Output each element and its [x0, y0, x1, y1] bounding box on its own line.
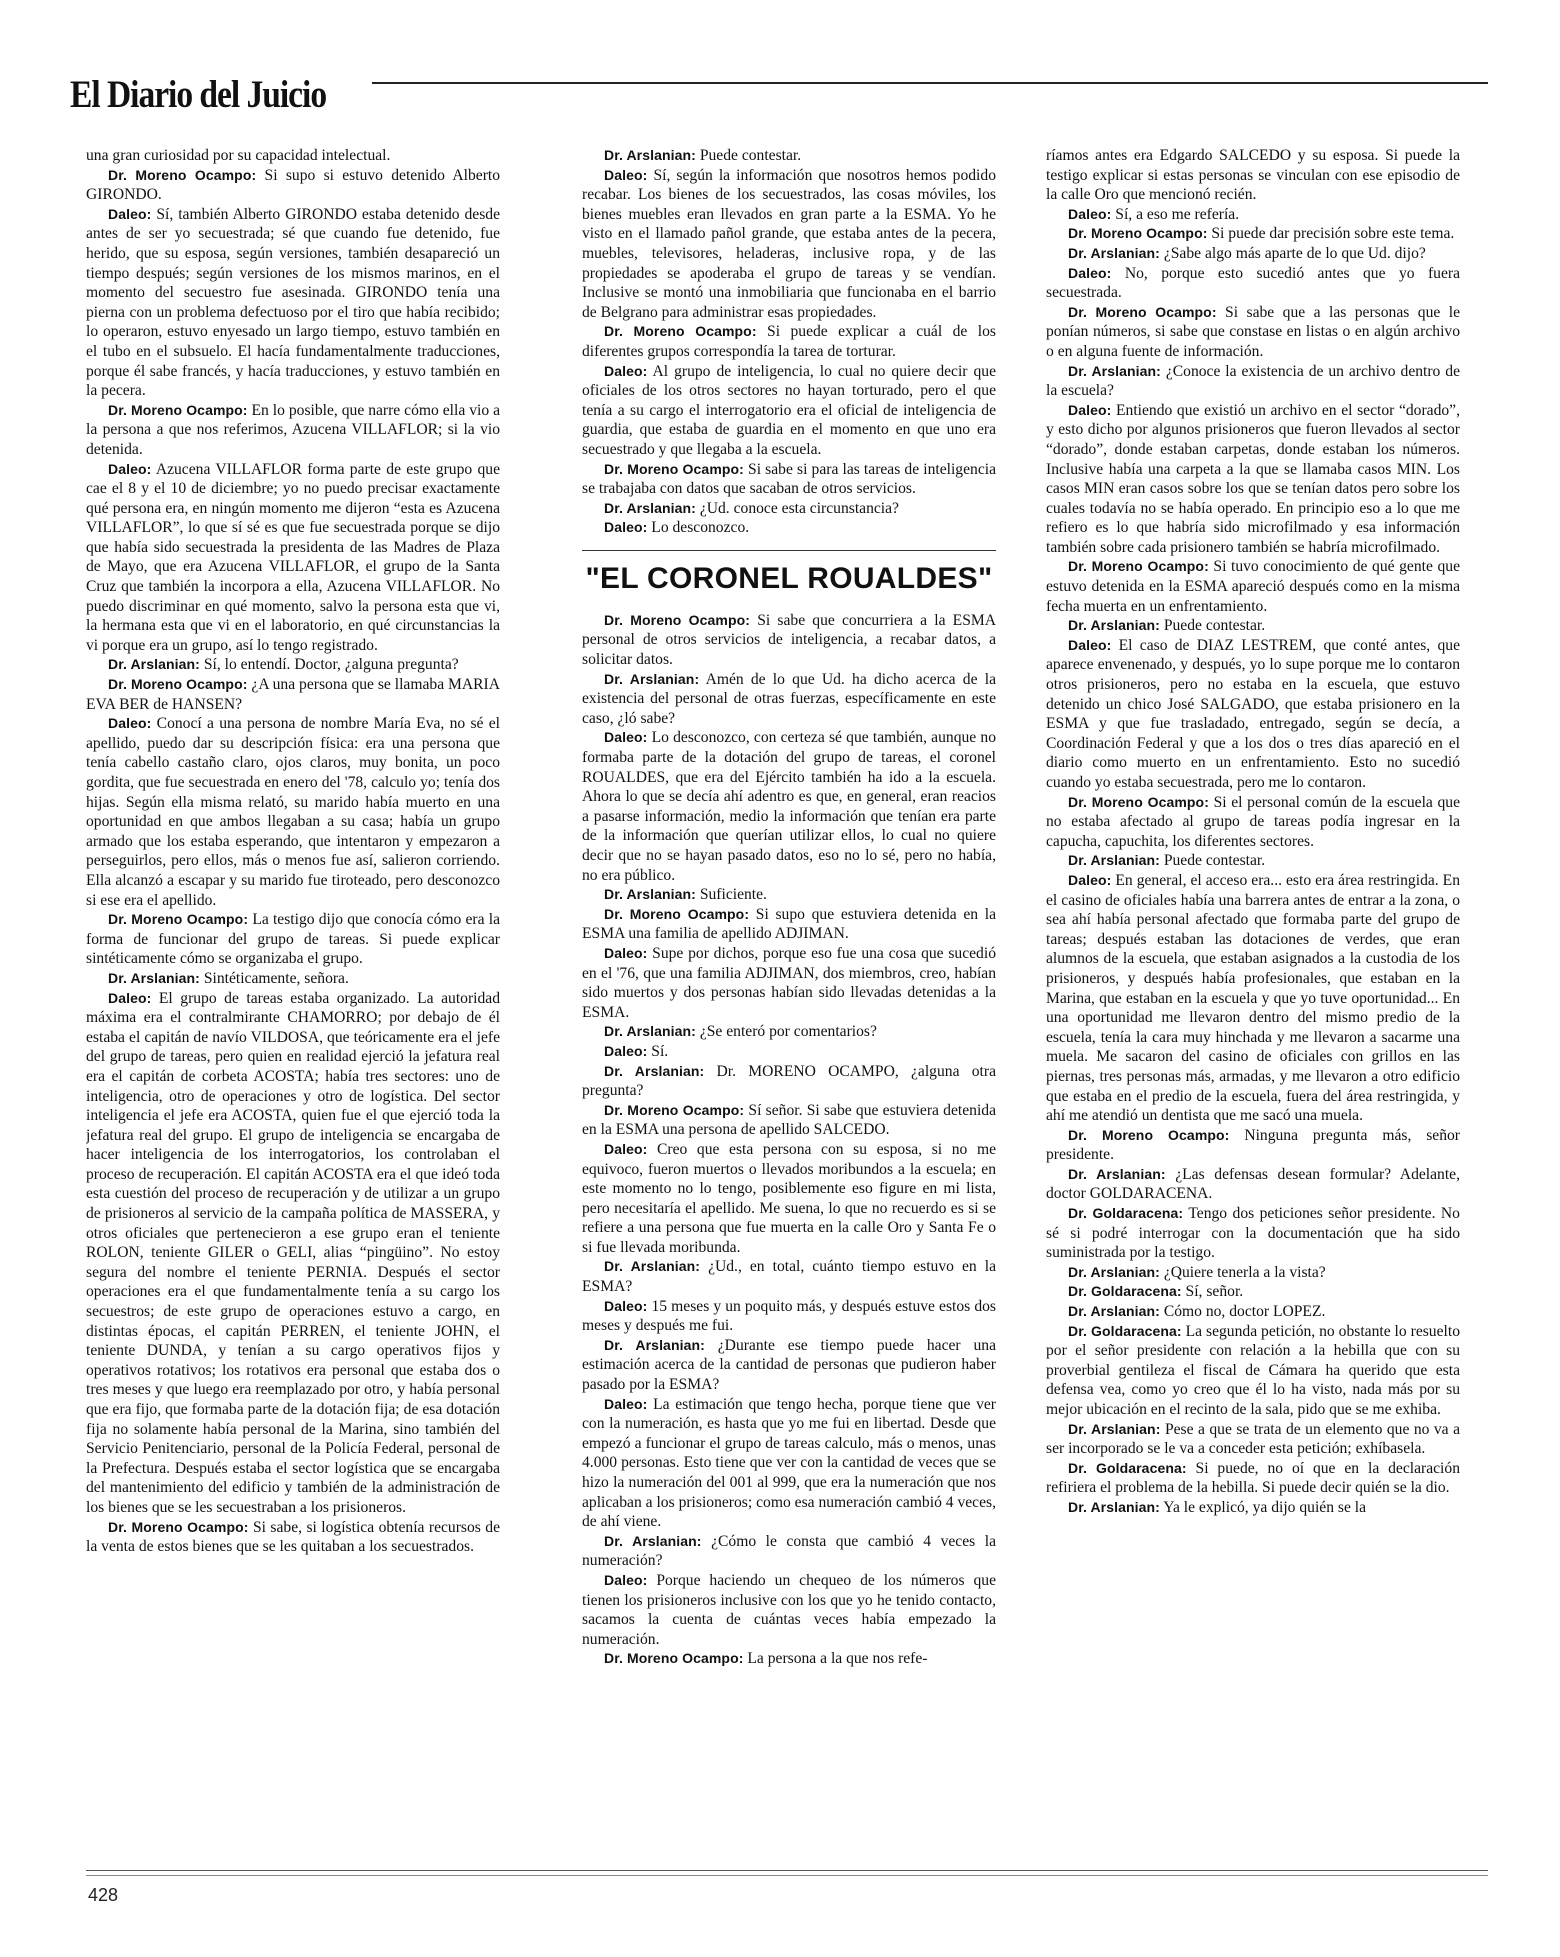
- transcript-paragraph: [86, 1518, 500, 1557]
- speaker-label: Dr. Arslanian:: [604, 1336, 705, 1353]
- transcript-paragraph: [1046, 1322, 1460, 1420]
- paragraph-text: Si el personal común de la escuela que no estaba afectado al grupo de tareas podía ingresar en la capucha, capuchita, los diferentes sectores.: [1046, 793, 1460, 850]
- transcript-paragraph: [1046, 303, 1460, 362]
- transcript-paragraph: [582, 905, 996, 944]
- transcript-paragraph: [1046, 557, 1460, 616]
- transcript-paragraph: [1046, 1126, 1460, 1165]
- paragraph-text: ¿Se enteró por comentarios?: [695, 1023, 877, 1041]
- paragraph-text: Sí, también Alberto GIRONDO estaba detenido desde antes de ser yo secuestrada; sé que cuando fue detenido, fue herido, que su esposa, según versiones, también desapareció un tiempo después; según versiones de los mismos marinos, en el momento del secuestro fue asesinada. GIRONDO tenía una pierna con un problema defectuoso por el tiro que había recibido; lo operaron, estuvo enyesado un largo tiempo, estuvo también en el tubo en el subsuelo. El hacía fundamentalmente traducciones, porque él sabe francés, y hacía traducciones, y estuvo también en la pecera.: [86, 205, 500, 400]
- speaker-label: Dr. Arslanian:: [108, 656, 200, 673]
- speaker-label: Dr. Moreno Ocampo:: [604, 460, 744, 477]
- transcript-paragraph: [582, 460, 996, 499]
- paragraph-text: Sí, lo entendí. Doctor, ¿alguna pregunta?: [199, 656, 459, 674]
- transcript-paragraph: [1046, 616, 1460, 636]
- speaker-label: Dr. Moreno Ocampo:: [604, 323, 757, 340]
- transcript-paragraph: [1046, 851, 1460, 871]
- speaker-label: Daleo:: [604, 944, 648, 961]
- page-number: 428: [88, 1885, 119, 1905]
- speaker-label: Dr. Moreno Ocampo:: [1068, 303, 1217, 320]
- transcript-paragraph: [86, 655, 500, 675]
- transcript-paragraph: [1046, 1302, 1460, 1322]
- paragraph-text: Sí.: [647, 1042, 669, 1060]
- speaker-label: Dr. Moreno Ocampo:: [108, 1518, 249, 1535]
- speaker-label: Daleo:: [604, 1140, 648, 1157]
- speaker-label: Daleo:: [1068, 401, 1112, 418]
- paragraph-text: Creo que esta persona con su esposa, si no me equivoco, fueron muertos o llevados moribundos a la escuela; en este momento no lo tengo, posiblemente eso figure en mi lista, pero necesitaría el apellido. Me suena, lo que no recuerdo es si se refiere a una persona que fue muerta en la calle Oro y Santa Fe o si fue llevada moribunda.: [582, 1140, 996, 1256]
- transcript-paragraph: [1046, 244, 1460, 264]
- transcript-paragraph: [582, 944, 996, 1022]
- speaker-label: Daleo:: [108, 715, 152, 732]
- transcript-paragraph: [582, 1532, 996, 1571]
- paragraph-text: La testigo dijo que conocía cómo era la forma de funcionar del grupo de tareas. Si puede explicar sintéticamente cómo se organizaba el grupo.: [86, 911, 500, 968]
- transcript-paragraph: [1046, 146, 1460, 205]
- transcript-paragraph: [582, 1297, 996, 1336]
- speaker-label: Dr. Goldaracena:: [1068, 1283, 1182, 1300]
- speaker-label: Dr. Arslanian:: [604, 147, 696, 163]
- speaker-label: Daleo:: [1068, 264, 1112, 281]
- paragraph-text: ¿Quiere tenerla a la vista?: [1159, 1263, 1326, 1281]
- transcript-paragraph: [1046, 205, 1460, 225]
- speaker-label: Dr. Arslanian:: [1068, 852, 1160, 869]
- transcript-paragraph: [582, 1101, 996, 1140]
- transcript-paragraph: [1046, 871, 1460, 1126]
- paragraph-text: La persona a la que nos refe-: [743, 1650, 928, 1668]
- paragraph-text: ríamos antes era Edgardo SALCEDO y su esposa. Si puede la testigo explicar si estas personas se vinculan con ese episodio de la calle Oro que mencionó recién.: [1046, 147, 1460, 204]
- speaker-label: Dr. Moreno Ocampo:: [108, 676, 248, 693]
- transcript-paragraph: [582, 499, 996, 519]
- paragraph-text: La segunda petición, no obstante lo resuelto por el señor presidente con relación a la hebilla que con su proverbial gentileza el fiscal de Cámara ha querido que esta defensa vea, como yo creo que él lo ha visto, nada más por su mejor ubicación en el recinto de la sala, pido que se me exhiba.: [1046, 1322, 1460, 1418]
- transcript-paragraph: [1046, 264, 1460, 303]
- paragraph-text: ¿Cómo le consta que cambió 4 veces la numeración?: [582, 1532, 996, 1570]
- transcript-paragraph: [582, 1336, 996, 1395]
- transcript-paragraph: [582, 1140, 996, 1258]
- transcript-paragraph: [1046, 1204, 1460, 1263]
- paragraph-text: ¿Sabe algo más aparte de lo que Ud. dijo?: [1159, 244, 1426, 262]
- transcript-paragraph: [582, 1022, 996, 1042]
- speaker-label: Daleo:: [604, 1042, 648, 1059]
- transcript-paragraph: [86, 969, 500, 989]
- paragraph-text: Al grupo de inteligencia, lo cual no quiere decir que oficiales de los otros sectores no hayan torturado, pero el que tenía a su cargo el interrogatorio era el oficial de inteligencia de guardia, que estaba de guardia en el momento en que uno era secuestrado y que llegaba a la escuela.: [582, 362, 996, 458]
- speaker-label: Dr. Arslanian:: [1068, 362, 1161, 379]
- paragraph-text: ¿Conoce la existencia de un archivo dentro de la escuela?: [1046, 362, 1460, 400]
- paragraph-text: Sí señor. Si sabe que estuviera detenida en la ESMA una persona de apellido SALCEDO.: [582, 1101, 996, 1139]
- transcript-paragraph: [582, 518, 996, 538]
- transcript-paragraph: [1046, 1165, 1460, 1204]
- speaker-label: Dr. Arslanian:: [604, 1258, 701, 1275]
- paragraph-text: En general, el acceso era... esto era área restringida. En el casino de oficiales había una barrera antes de entrar a la zona, o sea ahí había personal afectado que formaba parte del grupo de tareas; después estaban las dotaciones de verdes, que eran alumnos de la escuela, que estaban asignados a la custodia de los prisioneros, y después había profesionales, que estaban en la Marina, que estaban en la escuela y que yo tuve oportunidad... En una oportunidad me llevaron dentro del mismo predio de la escuela, tenía la cara muy hinchada y me llevaron a sacarme una muela. Me sacaron del casino de oficiales con grillos en las piernas, tres personas más, armadas, y me llevaron a otro edificio que estaba en el predio de la escuela, fuera del área restringida, y ahí me atendió un dentista que me sacó una muela.: [1046, 871, 1460, 1125]
- speaker-label: Daleo:: [604, 1571, 648, 1588]
- transcript-paragraph: [86, 146, 500, 166]
- speaker-label: Dr. Arslanian:: [604, 1023, 696, 1040]
- paragraph-text: Si sabe si para las tareas de inteligencia se trabajaba con datos que sacaban de otros servicios.: [582, 460, 996, 498]
- paragraph-text: Sí, señor.: [1181, 1283, 1244, 1301]
- paragraph-text: Tengo dos peticiones señor presidente. No sé si podré interrogar con la documentación que ha sido suministrada por la testigo.: [1046, 1205, 1460, 1262]
- transcript-paragraph: [582, 611, 996, 670]
- paragraph-text: Pese a que se trata de un elemento que no va a ser incorporado se le va a conceder esta petición; exhíbasela.: [1046, 1420, 1460, 1458]
- paragraph-text: Puede contestar.: [1159, 617, 1266, 635]
- transcript-paragraph: [582, 1649, 996, 1669]
- speaker-label: Daleo:: [604, 1297, 648, 1314]
- transcript-paragraph: [582, 166, 996, 323]
- masthead: [70, 72, 1488, 122]
- speaker-label: Daleo:: [108, 205, 152, 222]
- transcript-paragraph: [582, 362, 996, 460]
- paragraph-text: Puede contestar.: [695, 147, 802, 164]
- paragraph-text: una gran curiosidad por su capacidad intelectual.: [86, 147, 391, 164]
- paragraph-text: Dr. MORENO OCAMPO, ¿alguna otra pregunta?: [582, 1062, 996, 1100]
- transcript-paragraph: [582, 146, 996, 166]
- paragraph-text: ¿Durante ese tiempo puede hacer una estimación acerca de la cantidad de personas que pudieron haber pasado por la ESMA?: [582, 1336, 996, 1394]
- paragraph-text: Si puede explicar a cuál de los diferentes grupos correspondía la tarea de torturar.: [582, 323, 996, 360]
- footer-rule: [86, 1870, 1488, 1876]
- speaker-label: Dr. Arslanian:: [1068, 1303, 1160, 1320]
- transcript-paragraph: [1046, 1498, 1460, 1518]
- paragraph-text: No, porque esto sucedió antes que yo fuera secuestrada.: [1046, 264, 1460, 302]
- transcript-paragraph: [1046, 1263, 1460, 1283]
- speaker-label: Dr. Arslanian:: [1068, 617, 1160, 634]
- transcript-paragraph: [86, 401, 500, 460]
- speaker-label: Dr. Moreno Ocampo:: [1068, 793, 1209, 810]
- paragraph-text: El grupo de tareas estaba organizado. La autoridad máxima era el contralmirante CHAMORRO; por debajo de él estaba el capitán de navío VILDOSA, que teóricamente era el jefe del grupo de tareas, pero quien en realidad ejerció la jefatura real era el capitán de corbeta ACOSTA; había tres sectores: uno de inteligencia, otro de operaciones y otro de logística. Del sector inteligencia el jefe era ACOSTA, quien fue el que ejerció toda la jefatura real del grupo. El grupo de inteligencia se encargaba de hacer inteligencia de los interrogatorios, los controlaban el proceso de recuperación. El capitán ACOSTA era el que ideó toda esta cuestión del proceso de recuperación y de utilizar a un grupo de prisioneros al servicio de la campaña política de MASSERA, y otros oficiales que pertenecieron a ese grupo eran el teniente ROLON, teniente GILER o GELI, alias “pingüino”. No estoy segura del nombre el teniente PERNIA. Después el sector operaciones era el que fundamentalmente tenía a su cargo los secuestros; de este grupo de operaciones estuvo a cargo, en distintas épocas, el capitán PERREN, el teniente JOHN, el teniente DUNDA, y tenían a su cargo operativos fijos y operativos rotativos; los rotativos era personal que estaba dos o tres meses y que luego era reemplazado por otro, y había personal que era fijo, que formaba parte de la dotación fija; de esa dotación fija no solamente había personal de la Marina, sino también del Servicio Penitenciario, personal de la Policía Federal, personal de la Prefectura. Después estaba el sector logística que se encargaba del mantenimiento del edificio y también de la administración de los bienes que se les secuestraban a los prisioneros.: [86, 989, 500, 1516]
- speaker-label: Dr. Moreno Ocampo:: [604, 905, 750, 922]
- transcript-paragraph: [582, 1395, 996, 1532]
- transcript-paragraph: [1046, 636, 1460, 793]
- speaker-label: Dr. Moreno Ocampo:: [1068, 225, 1208, 242]
- speaker-label: Daleo:: [108, 460, 152, 477]
- paragraph-text: Si puede dar precisión sobre este tema.: [1207, 225, 1455, 243]
- paragraph-text: Puede contestar.: [1159, 852, 1266, 870]
- transcript-paragraph: [1046, 793, 1460, 852]
- paragraph-text: Supe por dichos, porque eso fue una cosa que sucedió en el '76, que una familia ADJIMAN, dos miembros, creo, habían sido muertos y dos personas habían sido llevadas detenidas a la ESMA.: [582, 944, 996, 1021]
- transcript-paragraph: [582, 1062, 996, 1101]
- speaker-label: Dr. Goldaracena:: [1068, 1459, 1187, 1476]
- paragraph-text: ¿Ud. conoce esta circunstancia?: [695, 499, 899, 517]
- transcript-paragraph: [86, 205, 500, 401]
- speaker-label: Dr. Moreno Ocampo:: [1068, 1126, 1230, 1143]
- speaker-label: Dr. Arslanian:: [604, 886, 696, 903]
- speaker-label: Dr. Moreno Ocampo:: [108, 911, 249, 928]
- section-heading: "EL CORONEL ROUALDES": [582, 550, 996, 597]
- speaker-label: Dr. Arslanian:: [604, 499, 696, 516]
- speaker-label: Daleo:: [604, 362, 648, 379]
- paragraph-text: Conocí a una persona de nombre María Eva, no sé el apellido, puedo dar su descripción física: era una persona que tenía cabello castaño claro, ojos claros, muy bonita, un poco gordita, que fue secuestrada en enero del '78, calculo yo; tenía dos hijas. Según ella misma relató, su marido había muerto en una oportunidad en que ambos llegaban a su casa; había un grupo armado que los estaba esperando, que intentaron y empezaron a perseguirlos, pero ellos, más o menos fue así, salieron corriendo. Ella alcanzó a escapar y su marido fue tiroteado, pero desconozco si ese era el apellido.: [86, 715, 500, 909]
- paragraph-text: Sí, según la información que nosotros hemos podido recabar. Los bienes de los secuestrados, las cosas móviles, los bienes muebles eran llevados en gran parte a la ESMA. Yo he visto en el llamado pañol grande, que estaba antes de la pecera, muebles, televisores, heladeras, inclusive ropa, y de las propiedades se apoderaba el grupo de tareas y se vendían. Inclusive se montó una inmobiliaria que funcionaba en el barrio de Belgrano para administrar esas propiedades.: [582, 166, 996, 321]
- paragraph-text: Si supo que estuviera detenida en la ESMA una familia de apellido ADJIMAN.: [582, 905, 996, 943]
- transcript-paragraph: [582, 1042, 996, 1062]
- speaker-label: Dr. Arslanian:: [604, 1062, 705, 1079]
- transcript-paragraph: [582, 1571, 996, 1649]
- transcript-paragraph: [1046, 224, 1460, 244]
- paragraph-text: Ninguna pregunta más, señor presidente.: [1046, 1126, 1460, 1164]
- speaker-label: Dr. Arslanian:: [604, 1532, 702, 1549]
- transcript-paragraph: [582, 1257, 996, 1296]
- speaker-label: Daleo:: [604, 519, 648, 536]
- speaker-label: Dr. Arslanian:: [1068, 244, 1160, 261]
- transcript-paragraph: [1046, 1459, 1460, 1498]
- speaker-label: Daleo:: [604, 166, 648, 183]
- paragraph-text: Sintéticamente, señora.: [199, 969, 349, 987]
- transcript-paragraph: [86, 989, 500, 1518]
- transcript-paragraph: [86, 675, 500, 714]
- speaker-label: Dr. Arslanian:: [604, 670, 700, 687]
- paragraph-text: El caso de DIAZ LESTREM, que conté antes, que aparece envenenado, y después, yo lo supe porque me lo contaron otros prisioneros, pero no estaba en la escuela, que estuvo detenido un chico José SALGADO, que estaba prisionero en la ESMA y que fue trasladado, entregado, según se decía, a Coordinación Federal y que a los dos o tres días apareció en el diario como muerto en un enfrentamiento. Esto no sucedió cuando yo estaba secuestrada, pero me lo contaron.: [1046, 636, 1460, 791]
- speaker-label: Dr. Moreno Ocampo:: [604, 1650, 744, 1667]
- masthead-title: El Diario del Juicio: [70, 73, 327, 116]
- paragraph-text: Si sabe que concurriera a la ESMA personal de otros servicios de inteligencia, a recabar datos, a solicitar datos.: [582, 611, 996, 669]
- paragraph-text: Porque haciendo un chequeo de los números que tienen los prisioneros inclusive con los que yo he tenido contacto, sacamos la cuenta de cuántas veces había empezado la numeración.: [582, 1571, 996, 1648]
- speaker-label: Daleo:: [108, 989, 152, 1006]
- transcript-paragraph: [1046, 1420, 1460, 1459]
- speaker-label: Dr. Arslanian:: [108, 969, 200, 986]
- paragraph-text: Si tuvo conocimiento de qué gente que estuvo detenida en la ESMA apareció después como en la misma fecha muerta en un enfrentamiento.: [1046, 558, 1460, 615]
- paragraph-text: Lo desconozco.: [647, 519, 750, 537]
- paragraph-text: La estimación que tengo hecha, porque tiene que ver con la numeración, es hasta que yo me fui en libertad. Desde que empezó a funcionar el grupo de tareas calculo, más o menos, unas 4.000 personas. Esto tiene que ver con la cantidad de veces que se hizo la numeración del 001 al 999, que era la numeración que nos aplicaban a los prisioneros; como esa numeración cambió 4 veces, de ahí viene.: [582, 1395, 996, 1531]
- paragraph-text: Suficiente.: [695, 886, 767, 904]
- speaker-label: Daleo:: [1068, 636, 1112, 653]
- paragraph-text: ¿Las defensas desean formular? Adelante, doctor GOLDARACENA.: [1046, 1165, 1460, 1203]
- transcript-paragraph: [1046, 1282, 1460, 1302]
- speaker-label: Dr. Moreno Ocampo:: [108, 166, 257, 183]
- paragraph-text: Azucena VILLAFLOR forma parte de este grupo que cae el 8 y el 10 de diciembre; yo no puedo precisar exactamente qué persona era, en ningún momento me dijeron “esta es Azucena VILLAFLOR”, lo que sí sé es que fue secuestrada porque se dijo que había sido secuestrada la presidenta de las Madres de Plaza de Mayo, que era Azucena VILLAFLOR, el grupo de la Santa Cruz que también la incorpora a ella, Azucena VILLAFLOR. No puedo discriminar en qué momento, salvo la persona esta que vi, la hermana esta que vi en el laboratorio, en qué circunstancias la vi porque era un grupo, así lo tengo registrado.: [86, 460, 500, 654]
- speaker-label: Daleo:: [604, 1395, 648, 1412]
- paragraph-text: En lo posible, que narre cómo ella vio a la persona a que nos referimos, Azucena VILLAFLOR; si la vio detenida.: [86, 401, 500, 458]
- paragraph-text: Entiendo que existió un archivo en el sector “dorado”, y esto dicho por algunos prisioneros que fueron llevados al sector “dorado”, donde estaban carpetas, donde estaban los números. Inclusive había una carpeta a la que se llamaba casos MIN. Los casos MIN eran casos sobre los que se tenían datos pero sobre los cuales todavía no se había operado. En principio eso a lo que me refiero es lo que habría sido microfilmado y esa información también sobre cada prisionero también se habría microfilmado.: [1046, 401, 1460, 556]
- transcript-paragraph: [86, 166, 500, 205]
- speaker-label: Daleo:: [1068, 205, 1112, 222]
- paragraph-text: 15 meses y un poquito más, y después estuve estos dos meses y después me fui.: [582, 1297, 996, 1335]
- speaker-label: Dr. Moreno Ocampo:: [108, 401, 248, 418]
- paragraph-text: Cómo no, doctor LOPEZ.: [1159, 1303, 1326, 1321]
- speaker-label: Dr. Arslanian:: [1068, 1498, 1160, 1515]
- transcript-paragraph: [1046, 401, 1460, 558]
- speaker-label: Dr. Moreno Ocampo:: [1068, 558, 1209, 575]
- masthead-rule: [372, 82, 1488, 84]
- paragraph-text: ¿Ud., en total, cuánto tiempo estuvo en la ESMA?: [582, 1258, 996, 1296]
- transcript-paragraph: [582, 322, 996, 361]
- paragraph-text: Si puede, no oí que en la declaración refiriera el problema de la hebilla. Si puede decir quién se la dio.: [1046, 1459, 1460, 1497]
- speaker-label: Daleo:: [1068, 871, 1112, 888]
- text-column-3: [1046, 146, 1460, 1846]
- transcript-paragraph: [86, 460, 500, 656]
- transcript-paragraph: [582, 885, 996, 905]
- paragraph-text: Ya le explicó, ya dijo quién se la: [1159, 1498, 1367, 1516]
- speaker-label: Dr. Moreno Ocampo:: [604, 611, 751, 628]
- speaker-label: Dr. Moreno Ocampo:: [604, 1101, 745, 1118]
- transcript-paragraph: [582, 728, 996, 885]
- transcript-paragraph: [86, 714, 500, 910]
- speaker-label: Dr. Arslanian:: [1068, 1263, 1160, 1280]
- transcript-paragraph: [86, 910, 500, 969]
- transcript-paragraph: [1046, 362, 1460, 401]
- speaker-label: Dr. Arslanian:: [1068, 1165, 1166, 1182]
- paragraph-text: Si sabe, si logística obtenía recursos de la venta de estos bienes que se les quitaban a los secuestrados.: [86, 1518, 500, 1556]
- text-column-2: [582, 146, 996, 1846]
- text-column-1: [86, 146, 500, 1846]
- paragraph-text: Si sabe que a las personas que le ponían números, si sabe que constase en listas o en algún archivo o en alguna fuente de información.: [1046, 303, 1460, 360]
- paragraph-text: Sí, a eso me refería.: [1111, 205, 1240, 223]
- paragraph-text: Lo desconozco, con certeza sé que también, aunque no formaba parte de la dotación del grupo de tareas, el coronel ROUALDES, que era del Ejército también ha ido a la escuela. Ahora lo que se decía ahí adentro es que, en general, eran reacios a pasarse información, medio la información que tenían era parte de la información que querían utilizar ellos, lo cual no quiere decir que no se hayan pasado datos, eso no lo sé, pero no había, no era público.: [582, 729, 996, 884]
- paragraph-text: Si supo si estuvo detenido Alberto GIRONDO.: [86, 166, 500, 204]
- speaker-label: Daleo:: [604, 729, 648, 746]
- transcript-paragraph: [582, 670, 996, 729]
- speaker-label: Dr. Arslanian:: [1068, 1420, 1161, 1437]
- speaker-label: Dr. Goldaracena:: [1068, 1205, 1184, 1222]
- paragraph-text: ¿A una persona que se llamaba MARIA EVA BER de HANSEN?: [86, 676, 500, 713]
- speaker-label: Dr. Goldaracena:: [1068, 1322, 1182, 1339]
- paragraph-text: Amén de lo que Ud. ha dicho acerca de la existencia del personal de otras fuerzas, específicamente en este caso, ¿ló sabe?: [582, 670, 996, 727]
